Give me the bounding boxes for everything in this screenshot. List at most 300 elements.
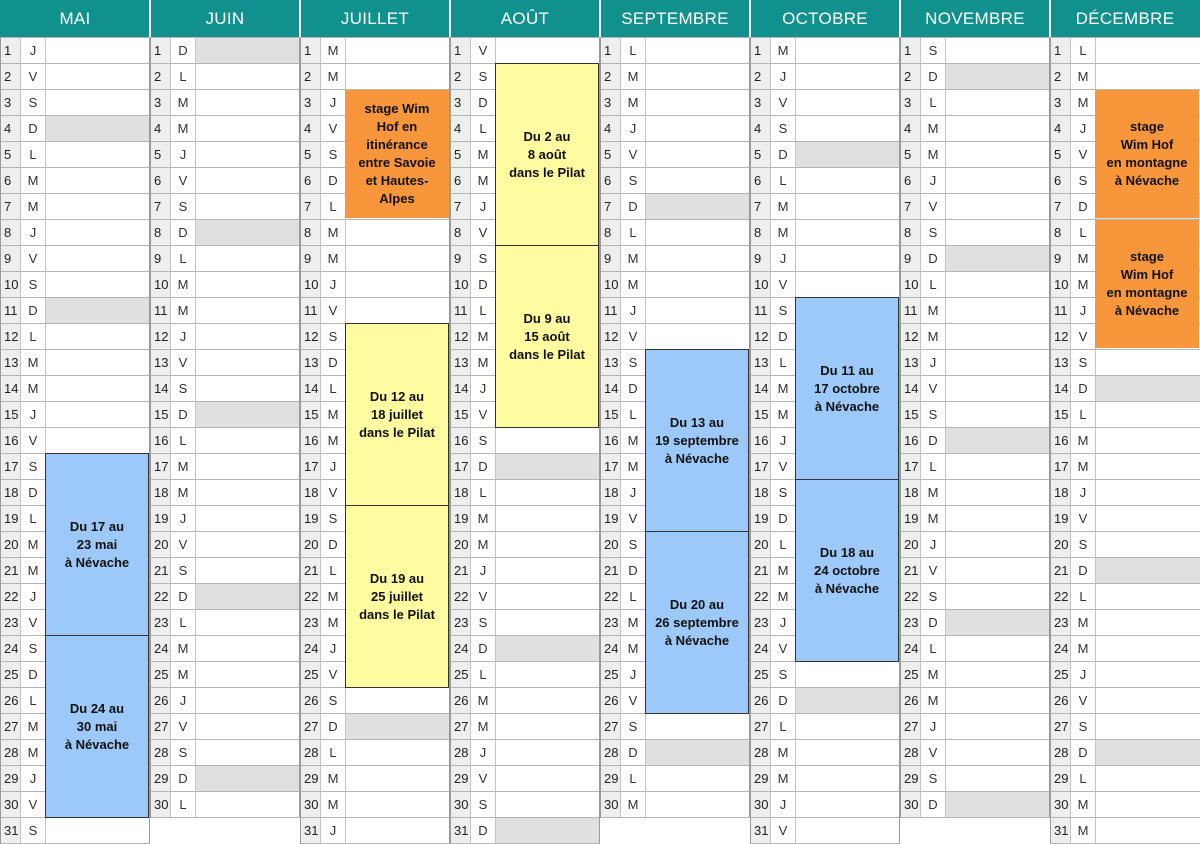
day-weekday: M [770, 766, 796, 791]
day-number: 15 [751, 402, 770, 427]
day-cell [946, 740, 1050, 765]
day-number: 21 [901, 558, 920, 583]
day-cell [196, 740, 300, 765]
day-weekday: V [20, 792, 46, 817]
day-number: 4 [301, 116, 320, 141]
day-number: 5 [901, 142, 920, 167]
day-cell [196, 688, 300, 713]
day-row [300, 298, 450, 324]
day-weekday: M [170, 636, 196, 661]
day-cell [1096, 64, 1200, 89]
day-number: 25 [751, 662, 770, 687]
day-row [1050, 64, 1200, 90]
day-weekday: M [470, 324, 496, 349]
day-weekday: S [1070, 350, 1096, 375]
day-cell [1096, 818, 1200, 843]
day-number: 4 [451, 116, 470, 141]
day-row [1050, 688, 1200, 714]
day-number: 24 [751, 636, 770, 661]
day-number: 11 [751, 298, 770, 323]
day-cell [196, 610, 300, 635]
day-cell [796, 818, 900, 843]
day-weekday: L [320, 740, 346, 765]
day-weekday: J [770, 428, 796, 453]
day-row [600, 740, 750, 766]
day-number: 22 [901, 584, 920, 609]
day-number: 20 [1051, 532, 1070, 557]
day-weekday: D [20, 662, 46, 687]
day-cell [946, 506, 1050, 531]
day-row [450, 454, 600, 480]
day-weekday: V [620, 688, 646, 713]
day-row [150, 194, 300, 220]
event-text: Du 9 au 15 août dans le Pilat [509, 310, 585, 362]
day-weekday: V [320, 116, 346, 141]
day-weekday: L [20, 142, 46, 167]
day-cell [796, 220, 900, 245]
event-text: stage Wim Hof en montagne à Névache [1106, 119, 1188, 188]
day-number: 6 [901, 168, 920, 193]
day-number: 11 [451, 298, 470, 323]
day-number: 22 [151, 584, 170, 609]
day-weekday: D [770, 142, 796, 167]
event-text: Du 17 au 23 mai à Névache [64, 518, 130, 570]
day-number: 27 [151, 714, 170, 739]
day-number: 7 [751, 194, 770, 219]
day-weekday: M [1070, 792, 1096, 817]
day-weekday: M [770, 220, 796, 245]
event-text: Du 11 au 17 octobre à Névache [814, 362, 880, 414]
day-weekday: M [320, 220, 346, 245]
day-weekday: S [470, 64, 496, 89]
day-weekday: M [170, 454, 196, 479]
day-number: 30 [451, 792, 470, 817]
day-row [450, 558, 600, 584]
day-row [1050, 818, 1200, 844]
day-cell [946, 298, 1050, 323]
day-row [150, 116, 300, 142]
day-row [750, 116, 900, 142]
day-number: 27 [1051, 714, 1070, 739]
day-row [450, 740, 600, 766]
day-row [750, 90, 900, 116]
event-block [795, 297, 899, 480]
day-row [1050, 662, 1200, 688]
day-number: 16 [151, 428, 170, 453]
day-weekday: J [770, 610, 796, 635]
day-weekday: M [620, 792, 646, 817]
day-row [450, 506, 600, 532]
day-number: 19 [601, 506, 620, 531]
day-number: 25 [451, 662, 470, 687]
day-cell [946, 532, 1050, 557]
day-cell [1096, 792, 1200, 817]
day-number: 21 [451, 558, 470, 583]
day-number: 29 [601, 766, 620, 791]
day-weekday: M [20, 168, 46, 193]
day-weekday: D [170, 402, 196, 427]
day-weekday: V [1070, 688, 1096, 713]
day-weekday: M [620, 64, 646, 89]
sunday-cell [496, 636, 600, 661]
header-separator [749, 0, 751, 37]
day-number: 2 [451, 64, 470, 89]
day-weekday: S [20, 90, 46, 115]
day-number: 22 [1051, 584, 1070, 609]
day-cell [1096, 610, 1200, 635]
day-weekday: M [20, 194, 46, 219]
day-row [600, 142, 750, 168]
month-header: AOÛT [450, 0, 600, 37]
day-number: 18 [301, 480, 320, 505]
day-row [900, 688, 1050, 714]
day-weekday: V [920, 194, 946, 219]
day-cell [946, 90, 1050, 115]
day-weekday: D [170, 584, 196, 609]
day-number: 16 [451, 428, 470, 453]
day-number: 7 [451, 194, 470, 219]
day-cell [196, 324, 300, 349]
day-weekday: M [620, 636, 646, 661]
day-cell [1096, 454, 1200, 479]
day-number: 26 [301, 688, 320, 713]
day-weekday: L [620, 38, 646, 63]
day-number: 28 [1, 740, 20, 765]
day-number: 17 [1051, 454, 1070, 479]
day-weekday: L [320, 376, 346, 401]
sunday-cell [496, 818, 600, 843]
day-number: 1 [1, 38, 20, 63]
day-number: 19 [1051, 506, 1070, 531]
day-number: 3 [1, 90, 20, 115]
day-weekday: D [1070, 740, 1096, 765]
sunday-cell [1096, 376, 1200, 401]
day-row [300, 740, 450, 766]
day-row [450, 532, 600, 558]
day-number: 19 [301, 506, 320, 531]
day-row [1050, 636, 1200, 662]
day-number: 26 [1051, 688, 1070, 713]
day-number: 31 [1, 818, 20, 843]
day-number: 8 [751, 220, 770, 245]
day-row [150, 610, 300, 636]
day-number: 28 [1051, 740, 1070, 765]
day-number: 28 [751, 740, 770, 765]
day-number: 13 [1, 350, 20, 375]
day-number: 8 [1051, 220, 1070, 245]
day-number: 25 [1, 662, 20, 687]
sunday-cell [946, 792, 1050, 817]
event-text: Du 2 au 8 août dans le Pilat [509, 128, 585, 180]
day-number: 27 [301, 714, 320, 739]
day-number: 29 [901, 766, 920, 791]
day-weekday: M [170, 116, 196, 141]
day-row [150, 37, 300, 64]
day-number: 29 [151, 766, 170, 791]
day-number: 15 [451, 402, 470, 427]
day-row [900, 792, 1050, 818]
day-weekday: L [1070, 38, 1096, 63]
day-cell [1096, 38, 1200, 63]
day-weekday: M [320, 792, 346, 817]
day-weekday: V [770, 272, 796, 297]
day-weekday: M [20, 376, 46, 401]
day-number: 6 [1, 168, 20, 193]
day-weekday: S [1070, 714, 1096, 739]
day-number: 16 [1051, 428, 1070, 453]
day-number: 16 [1, 428, 20, 453]
day-number: 24 [1051, 636, 1070, 661]
day-weekday: D [170, 766, 196, 791]
day-number: 5 [1051, 142, 1070, 167]
day-cell [346, 740, 450, 765]
day-row [450, 480, 600, 506]
day-weekday: J [170, 506, 196, 531]
day-weekday: V [1070, 506, 1096, 531]
day-number: 22 [301, 584, 320, 609]
day-number: 15 [301, 402, 320, 427]
day-cell [646, 272, 750, 297]
day-row [0, 376, 150, 402]
header-separator [899, 0, 901, 37]
day-row [450, 610, 600, 636]
day-number: 20 [151, 532, 170, 557]
day-row [1050, 428, 1200, 454]
day-row [900, 636, 1050, 662]
day-number: 16 [601, 428, 620, 453]
day-weekday: V [620, 324, 646, 349]
day-number: 2 [751, 64, 770, 89]
day-cell [1096, 714, 1200, 739]
day-cell [646, 324, 750, 349]
day-cell [646, 168, 750, 193]
day-number: 10 [901, 272, 920, 297]
day-cell [946, 350, 1050, 375]
day-cell [646, 90, 750, 115]
day-number: 24 [151, 636, 170, 661]
day-number: 10 [1051, 272, 1070, 297]
day-weekday: M [320, 766, 346, 791]
header-separator [1049, 0, 1051, 37]
day-number: 29 [1051, 766, 1070, 791]
day-number: 16 [901, 428, 920, 453]
day-cell [46, 220, 150, 245]
day-cell [646, 38, 750, 63]
day-weekday: M [620, 272, 646, 297]
day-weekday: M [920, 324, 946, 349]
day-row [600, 194, 750, 220]
day-number: 21 [1051, 558, 1070, 583]
day-number: 1 [451, 38, 470, 63]
sunday-cell [946, 64, 1050, 89]
day-row [900, 64, 1050, 90]
day-weekday: D [920, 246, 946, 271]
day-number: 14 [751, 376, 770, 401]
day-weekday: J [620, 662, 646, 687]
day-number: 21 [1, 558, 20, 583]
day-weekday: L [770, 350, 796, 375]
day-row [900, 298, 1050, 324]
day-row [150, 740, 300, 766]
day-weekday: S [620, 714, 646, 739]
day-row [150, 90, 300, 116]
day-row [750, 220, 900, 246]
day-weekday: S [20, 636, 46, 661]
day-row [300, 792, 450, 818]
day-weekday: D [920, 792, 946, 817]
day-cell [1096, 480, 1200, 505]
day-weekday: D [620, 194, 646, 219]
day-weekday: V [770, 90, 796, 115]
day-cell [646, 64, 750, 89]
day-number: 23 [1051, 610, 1070, 635]
day-cell [196, 428, 300, 453]
day-row [900, 376, 1050, 402]
day-number: 26 [451, 688, 470, 713]
event-text: stage Wim Hof en itinérance entre Savoie et Hautes- Alpes [358, 101, 436, 206]
day-cell [196, 376, 300, 401]
day-cell [346, 818, 450, 843]
day-cell [46, 402, 150, 427]
day-cell [1096, 506, 1200, 531]
day-cell [196, 298, 300, 323]
day-row [0, 324, 150, 350]
day-number: 25 [301, 662, 320, 687]
event-text: stage Wim Hof en montagne à Névache [1106, 249, 1188, 318]
day-number: 8 [301, 220, 320, 245]
header-separator [599, 0, 601, 37]
day-number: 8 [901, 220, 920, 245]
day-number: 4 [901, 116, 920, 141]
event-text: Du 18 au 24 octobre à Névache [814, 544, 880, 596]
day-cell [196, 350, 300, 375]
day-number: 9 [151, 246, 170, 271]
day-weekday: M [470, 142, 496, 167]
day-weekday: M [320, 246, 346, 271]
day-number: 11 [1051, 298, 1070, 323]
sunday-cell [646, 740, 750, 765]
day-weekday: M [470, 688, 496, 713]
day-row [1050, 532, 1200, 558]
day-cell [496, 532, 600, 557]
day-cell [46, 142, 150, 167]
day-number: 7 [1051, 194, 1070, 219]
day-cell [346, 64, 450, 89]
day-cell [946, 272, 1050, 297]
day-weekday: V [770, 454, 796, 479]
day-row [0, 428, 150, 454]
sunday-cell [196, 766, 300, 791]
sunday-cell [796, 688, 900, 713]
day-weekday: S [170, 740, 196, 765]
day-row [600, 168, 750, 194]
day-row [0, 350, 150, 376]
day-number: 17 [1, 454, 20, 479]
day-number: 14 [451, 376, 470, 401]
day-weekday: M [1070, 610, 1096, 635]
day-number: 2 [901, 64, 920, 89]
day-weekday: J [470, 194, 496, 219]
day-number: 22 [601, 584, 620, 609]
day-cell [496, 792, 600, 817]
day-number: 7 [1, 194, 20, 219]
day-row [0, 168, 150, 194]
day-weekday: M [920, 142, 946, 167]
day-weekday: D [920, 610, 946, 635]
day-number: 20 [901, 532, 920, 557]
day-row [0, 220, 150, 246]
day-weekday: S [20, 818, 46, 843]
day-row [600, 220, 750, 246]
day-number: 1 [301, 38, 320, 63]
day-number: 25 [1051, 662, 1070, 687]
day-number: 21 [601, 558, 620, 583]
day-number: 17 [751, 454, 770, 479]
day-row [600, 298, 750, 324]
day-number: 19 [451, 506, 470, 531]
day-number: 6 [1051, 168, 1070, 193]
day-row [1050, 454, 1200, 480]
day-cell [946, 662, 1050, 687]
day-weekday: L [620, 766, 646, 791]
day-number: 2 [151, 64, 170, 89]
day-number: 10 [601, 272, 620, 297]
day-cell [346, 220, 450, 245]
day-cell [946, 168, 1050, 193]
day-weekday: S [320, 324, 346, 349]
day-cell [46, 272, 150, 297]
day-row [300, 37, 450, 64]
day-number: 25 [151, 662, 170, 687]
day-weekday: D [920, 64, 946, 89]
day-number: 17 [301, 454, 320, 479]
day-cell [346, 298, 450, 323]
day-row [900, 402, 1050, 428]
day-weekday: M [170, 272, 196, 297]
day-number: 17 [901, 454, 920, 479]
day-number: 10 [301, 272, 320, 297]
day-weekday: V [320, 480, 346, 505]
day-cell [496, 558, 600, 583]
day-cell [1096, 350, 1200, 375]
day-number: 25 [601, 662, 620, 687]
day-number: 18 [451, 480, 470, 505]
day-row [600, 766, 750, 792]
day-weekday: M [170, 90, 196, 115]
day-weekday: L [320, 558, 346, 583]
day-number: 15 [151, 402, 170, 427]
day-number: 18 [1051, 480, 1070, 505]
month-header: NOVEMBRE [900, 0, 1050, 37]
day-row [450, 688, 600, 714]
day-row [0, 64, 150, 90]
event-text: Du 13 au 19 septembre à Névache [655, 414, 739, 466]
day-weekday: L [620, 584, 646, 609]
day-row [750, 37, 900, 64]
day-number: 19 [901, 506, 920, 531]
day-row [900, 506, 1050, 532]
day-cell [796, 766, 900, 791]
day-number: 28 [301, 740, 320, 765]
day-weekday: D [620, 740, 646, 765]
day-weekday: J [1070, 480, 1096, 505]
day-weekday: M [320, 38, 346, 63]
header-separator [299, 0, 301, 37]
day-weekday: V [1070, 142, 1096, 167]
day-weekday: V [20, 610, 46, 635]
day-row [900, 272, 1050, 298]
day-cell [946, 584, 1050, 609]
